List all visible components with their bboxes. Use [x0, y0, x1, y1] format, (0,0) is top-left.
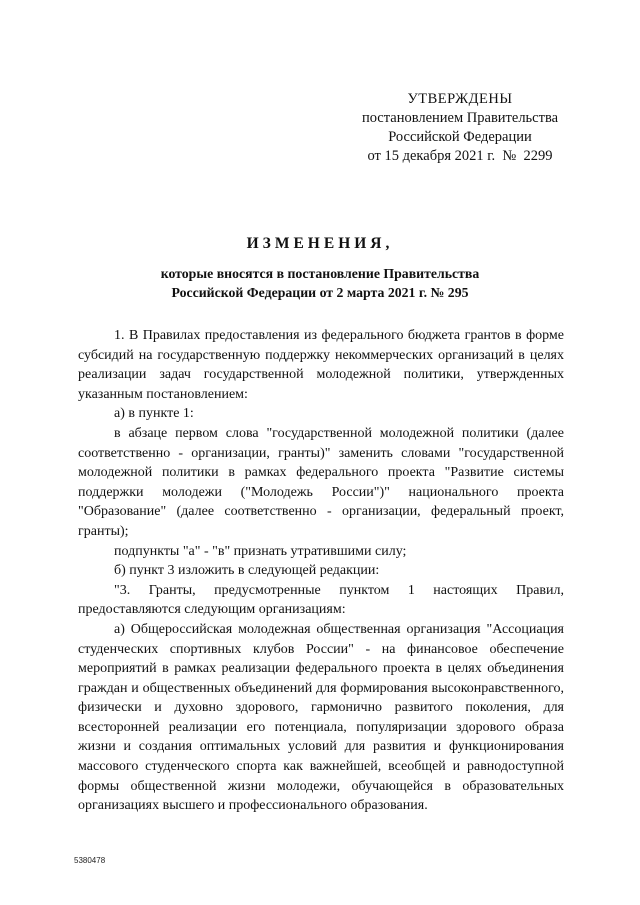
paragraph-6: "3. Гранты, предусмотренные пунктом 1 настоящих Правил, предоставляются следующим организациям:	[78, 582, 564, 618]
document-code: 5380478	[74, 856, 106, 865]
approved-line-3: от 15 декабря 2021 г. № 2299	[367, 148, 553, 164]
document-subtitle	[0, 264, 640, 302]
paragraph-7: а) Общероссийская молодежная общественная организация "Ассоциация студенческих спортивных клубов России" - на финансовое обеспечение мероприятий в рамках реализации федерального проекта в целях объединения граждан и общественных объединений для формирования высоконравственного, физически и духовно здорового, гармонично развитого поколения, для всесторонней реализации его потенциала, популяризации здорового образа жизни и создания оптимальных условий для развития и функционирования массового студенческого спорта как важнейшей, всеобщей и равнодоступной формы общественной жизни молодежи, обучающейся в образовательных организациях высшего и профессионального образования.	[78, 621, 564, 814]
paragraph-1: 1. В Правилах предоставления из федерального бюджета грантов в форме субсидий на государственную поддержку некоммерческих организаций в целях реализации задач государственной молодежной политики, утвержденных указанным постановлением:	[78, 328, 564, 402]
approved-heading: УТВЕРЖДЕНЫ	[407, 91, 513, 107]
approved-line-1: постановлением Правительства	[361, 110, 559, 126]
paragraph-4: подпункты "а" - "в" признать утратившими силу;	[114, 543, 407, 559]
paragraph-5: б) пункт 3 изложить в следующей редакции:	[114, 563, 380, 579]
subtitle-line-1: которые вносятся в постановление Правительства	[160, 266, 480, 281]
document-body	[78, 326, 564, 816]
approval-stamp	[340, 90, 580, 166]
paragraph-3: в абзаце первом слова "государственной молодежной политики (далее соответственно - организации, гранты)" заменить словами "государственной молодежной политики в рамках федерального проекта "Развитие системы поддержки молодежи ("Молодежь России")" национального проекта "Образование" (далее соответственно - организации, федеральный проект, гранты);	[78, 425, 564, 539]
document-title: ИЗМЕНЕНИЯ,	[246, 235, 394, 252]
paragraph-2: а) в пункте 1:	[114, 406, 194, 422]
approved-line-2: Российской Федерации	[388, 129, 532, 145]
subtitle-line-2: Российской Федерации от 2 марта 2021 г. № 295	[171, 285, 469, 300]
